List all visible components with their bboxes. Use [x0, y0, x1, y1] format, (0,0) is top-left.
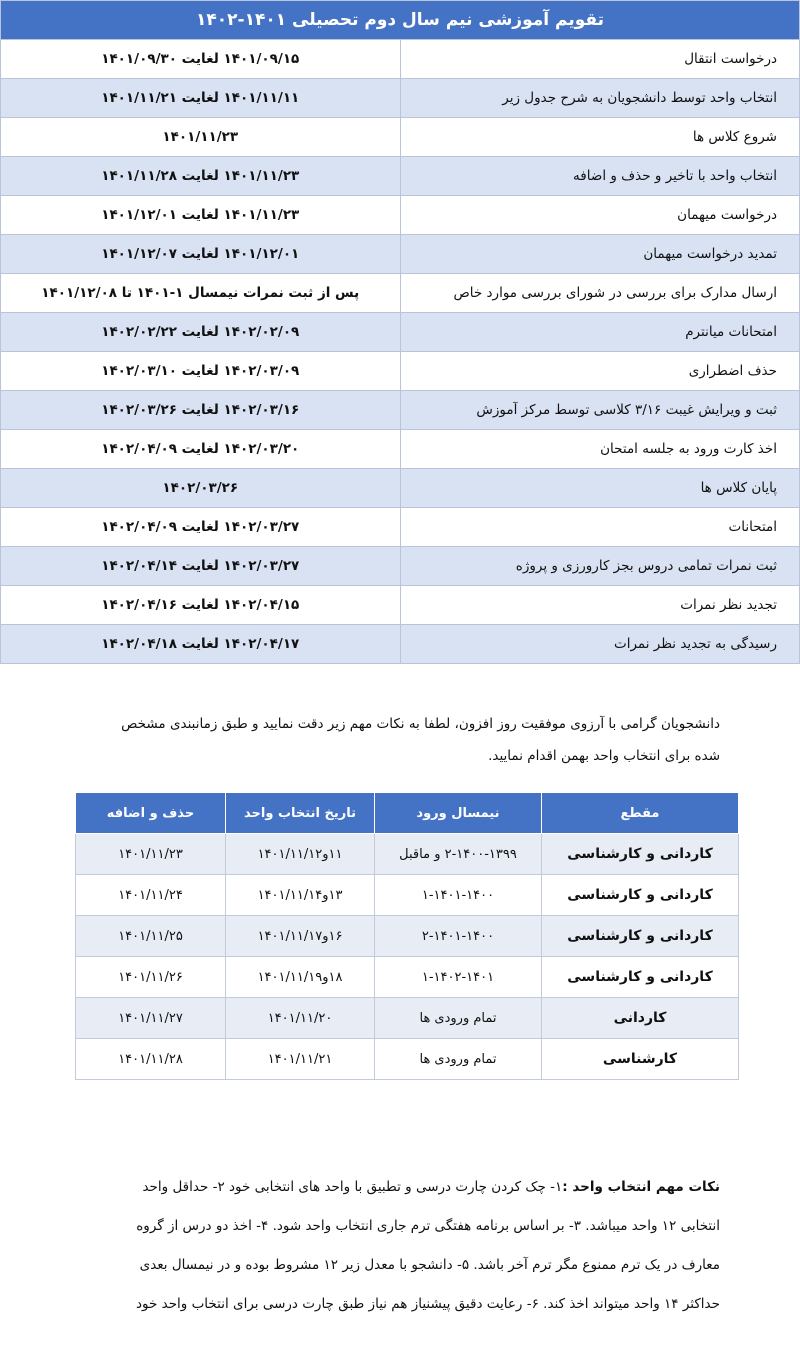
calendar-date: ۱۴۰۲/۰۴/۱۵ لغایت ۱۴۰۲/۰۴/۱۶ — [1, 586, 401, 625]
calendar-date: ۱۴۰۲/۰۳/۰۹ لغایت ۱۴۰۲/۰۳/۱۰ — [1, 352, 401, 391]
calendar-event: رسیدگی به تجدید نظر نمرات — [400, 625, 800, 664]
registration-row — [76, 916, 739, 957]
calendar-date: ۱۴۰۲/۰۴/۱۷ لغایت ۱۴۰۲/۰۴/۱۸ — [1, 625, 401, 664]
calendar-title: تقویم آموزشی نیم سال دوم تحصیلی ۱۴۰۱-۱۴۰۲ — [1, 1, 800, 40]
calendar-date: ۱۴۰۲/۰۳/۱۶ لغایت ۱۴۰۲/۰۳/۲۶ — [1, 391, 401, 430]
calendar-row — [1, 625, 800, 664]
calendar-event: اخذ کارت ورود به جلسه امتحان — [400, 430, 800, 469]
registration-header-row — [76, 793, 739, 834]
registration-selection-date: ۱۸و۱۴۰۱/۱۱/۱۹ — [226, 957, 375, 998]
notes-section — [100, 1168, 720, 1324]
calendar-row — [1, 79, 800, 118]
calendar-row — [1, 430, 800, 469]
calendar-row — [1, 547, 800, 586]
registration-level: کاردانی و کارشناسی — [542, 957, 739, 998]
header-add-drop: حذف و اضافه — [76, 793, 226, 834]
registration-add-drop: ۱۴۰۱/۱۱/۲۴ — [76, 875, 226, 916]
registration-row — [76, 1039, 739, 1080]
registration-add-drop: ۱۴۰۱/۱۱/۲۶ — [76, 957, 226, 998]
calendar-date: ۱۴۰۲/۰۲/۰۹ لغایت ۱۴۰۲/۰۲/۲۲ — [1, 313, 401, 352]
registration-level: کاردانی و کارشناسی — [542, 916, 739, 957]
calendar-row — [1, 469, 800, 508]
registration-level: کارشناسی — [542, 1039, 739, 1080]
calendar-event: تمدید درخواست میهمان — [400, 235, 800, 274]
calendar-event: امتحانات میانترم — [400, 313, 800, 352]
calendar-event: انتخاب واحد با تاخیر و حذف و اضافه — [400, 157, 800, 196]
notes-text: ۱- چک کردن چارت درسی و تطبیق با واحد های انتخابی خود ۲- حداقل واحد انتخابی ۱۲ واحد میباشد. ۳- بر اساس برنامه هفتگی ترم جاری انتخاب واحد شود. ۴- اخذ دو درس از گروه معارف در یک ترم ممنوع مگر ترم آخر باشد. ۵- دانشجو با معدل زیر ۱۲ مشروط بوده و در نیمسال بعدی حداکثر ۱۴ واحد میتواند اخذ کند. ۶- رعایت دقیق پیشنیاز هم نیاز طبق چارت درسی برای انتخاب واحد خود — [135, 1179, 720, 1312]
registration-selection-date: ۱۳و۱۴۰۱/۱۱/۱۴ — [226, 875, 375, 916]
calendar-row — [1, 235, 800, 274]
registration-add-drop: ۱۴۰۱/۱۱/۲۵ — [76, 916, 226, 957]
calendar-date: ۱۴۰۲/۰۳/۲۷ لغایت ۱۴۰۲/۰۴/۰۹ — [1, 508, 401, 547]
registration-entry-semester: تمام ورودی ها — [375, 1039, 542, 1080]
registration-row — [76, 834, 739, 875]
calendar-event: تجدید نظر نمرات — [400, 586, 800, 625]
notes-lead: نکات مهم انتخاب واحد : — [562, 1179, 720, 1195]
calendar-row — [1, 196, 800, 235]
registration-row — [76, 998, 739, 1039]
calendar-date: ۱۴۰۱/۱۱/۲۳ لغایت ۱۴۰۱/۱۲/۰۱ — [1, 196, 401, 235]
registration-entry-semester: تمام ورودی ها — [375, 998, 542, 1039]
registration-selection-date: ۱۴۰۱/۱۱/۲۰ — [226, 998, 375, 1039]
calendar-event: انتخاب واحد توسط دانشجویان به شرح جدول زیر — [400, 79, 800, 118]
registration-entry-semester: ۱-۱۴۰۱-۱۴۰۰ — [375, 875, 542, 916]
calendar-row — [1, 40, 800, 79]
calendar-date: ۱۴۰۱/۱۲/۰۱ لغایت ۱۴۰۱/۱۲/۰۷ — [1, 235, 401, 274]
calendar-event: شروع کلاس ها — [400, 118, 800, 157]
registration-add-drop: ۱۴۰۱/۱۱/۲۳ — [76, 834, 226, 875]
registration-selection-date: ۱۱و۱۴۰۱/۱۱/۱۲ — [226, 834, 375, 875]
calendar-event: ارسال مدارک برای بررسی در شورای بررسی موارد خاص — [400, 274, 800, 313]
header-entry-semester: نیمسال ورود — [375, 793, 542, 834]
calendar-row — [1, 274, 800, 313]
registration-level: کاردانی و کارشناسی — [542, 875, 739, 916]
calendar-event: حذف اضطراری — [400, 352, 800, 391]
calendar-row — [1, 586, 800, 625]
registration-level: کاردانی و کارشناسی — [542, 834, 739, 875]
academic-calendar-table — [0, 0, 800, 664]
calendar-event: ثبت نمرات تمامی دروس بجز کارورزی و پروژه — [400, 547, 800, 586]
registration-entry-semester: ۱-۱۴۰۲-۱۴۰۱ — [375, 957, 542, 998]
registration-entry-semester: ۲-۱۴۰۱-۱۴۰۰ — [375, 916, 542, 957]
registration-add-drop: ۱۴۰۱/۱۱/۲۷ — [76, 998, 226, 1039]
intro-paragraph: دانشجویان گرامی با آرزوی موفقیت روز افزون، لطفا به نکات مهم زیر دقت نمایید و طبق زمانبندی مشخص شده برای انتخاب واحد بهمن اقدام نمایید. — [121, 716, 720, 764]
calendar-event: امتحانات — [400, 508, 800, 547]
registration-row — [76, 957, 739, 998]
calendar-event: ثبت و ویرایش غیبت ۳/۱۶ کلاسی توسط مرکز آموزش — [400, 391, 800, 430]
header-selection-date: تاریخ انتخاب واحد — [226, 793, 375, 834]
calendar-event: درخواست انتقال — [400, 40, 800, 79]
calendar-date: ۱۴۰۲/۰۳/۲۷ لغایت ۱۴۰۲/۰۴/۱۴ — [1, 547, 401, 586]
calendar-event: پایان کلاس ها — [400, 469, 800, 508]
calendar-row — [1, 508, 800, 547]
registration-selection-date: ۱۶و۱۴۰۱/۱۱/۱۷ — [226, 916, 375, 957]
calendar-date: ۱۴۰۲/۰۳/۲۶ — [1, 469, 401, 508]
header-level: مقطع — [542, 793, 739, 834]
calendar-event: درخواست میهمان — [400, 196, 800, 235]
registration-entry-semester: ۲-۱۴۰۰-۱۳۹۹ و ماقبل — [375, 834, 542, 875]
calendar-date: ۱۴۰۲/۰۳/۲۰ لغایت ۱۴۰۲/۰۴/۰۹ — [1, 430, 401, 469]
calendar-date: ۱۴۰۱/۱۱/۲۳ لغایت ۱۴۰۱/۱۱/۲۸ — [1, 157, 401, 196]
calendar-date: پس از ثبت نمرات نیمسال ۱-۱۴۰۱ تا ۱۴۰۱/۱۲/۰۸ — [1, 274, 401, 313]
calendar-date: ۱۴۰۱/۱۱/۱۱ لغایت ۱۴۰۱/۱۱/۲۱ — [1, 79, 401, 118]
registration-schedule-table — [75, 792, 739, 1080]
calendar-date: ۱۴۰۱/۱۱/۲۳ — [1, 118, 401, 157]
calendar-row — [1, 352, 800, 391]
registration-selection-date: ۱۴۰۱/۱۱/۲۱ — [226, 1039, 375, 1080]
calendar-row — [1, 157, 800, 196]
calendar-body — [1, 40, 800, 664]
registration-body — [76, 834, 739, 1080]
calendar-row — [1, 391, 800, 430]
registration-add-drop: ۱۴۰۱/۱۱/۲۸ — [76, 1039, 226, 1080]
registration-row — [76, 875, 739, 916]
calendar-row — [1, 313, 800, 352]
registration-level: کاردانی — [542, 998, 739, 1039]
calendar-date: ۱۴۰۱/۰۹/۱۵ لغایت ۱۴۰۱/۰۹/۳۰ — [1, 40, 401, 79]
calendar-row — [1, 118, 800, 157]
